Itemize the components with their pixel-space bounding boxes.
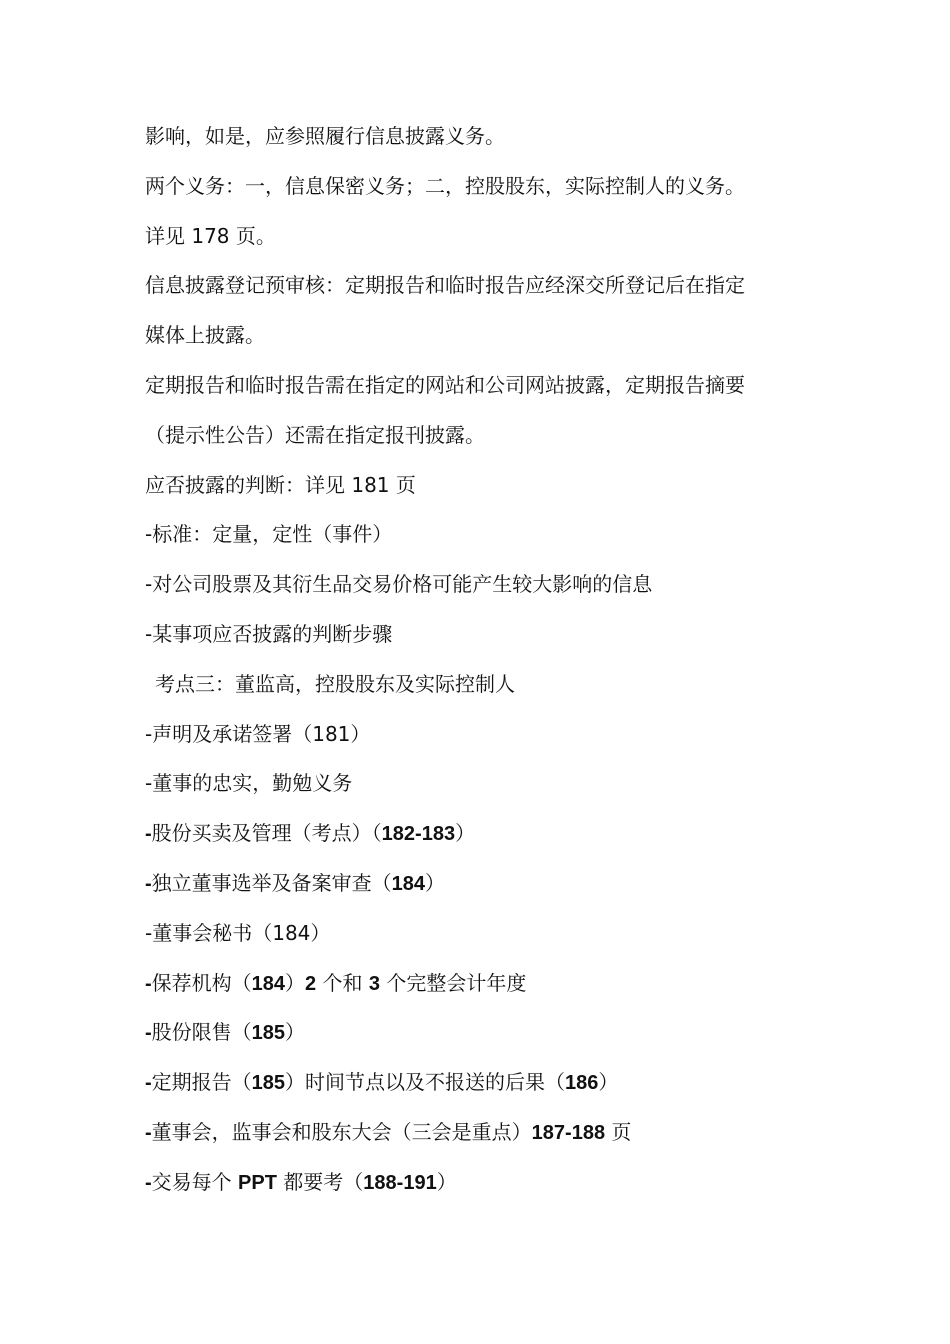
text-line: 信息披露登记预审核：定期报告和临时报告应经深交所登记后在指定 [145,273,745,298]
text-line: 媒体上披露。 [145,323,265,348]
text-segment: 股份限售（ [151,1020,252,1045]
text-segment: 页 [605,1119,632,1144]
page-ref: 185 [251,1022,286,1045]
text-segment: ） [285,970,306,995]
text-segment: ） [598,1070,619,1095]
list-item [145,809,815,859]
page-ref: 184 [251,972,286,995]
text-segment: ） [425,870,446,895]
text-line: 两个义务：一，信息保密义务；二，控股股东，实际控制人的义务。 [145,173,745,198]
document-body [145,112,815,1208]
text-segment: 个完整会计年度 [380,970,527,995]
text-segment: 独立董事选举及备案审查（ [151,870,392,895]
list-item [145,1158,815,1208]
text-segment: - [145,823,152,846]
text-segment: 股份买卖及管理（考点）（ [151,821,382,846]
number: 3 [368,972,381,995]
text-segment: 都要考（ [276,1169,364,1194]
text-line: （提示性公告）还需在指定报刊披露。 [145,422,485,447]
acronym: PPT [238,1171,277,1194]
text-segment: - [145,1022,152,1045]
text-segment: - [145,1121,152,1144]
text-segment: - [145,872,152,895]
text-segment: ） [285,1020,306,1045]
text-segment: 定期报告（ [151,1070,252,1095]
list-item [145,1058,815,1108]
text-segment: 个和 [316,970,369,995]
section-heading: 考点三：董监高，控股股东及实际控制人 [155,671,515,696]
text-line: 影响，如是，应参照履行信息披露义务。 [145,124,505,148]
text-line: 应否披露的判断：详见 181 页 [145,472,416,497]
page-ref: 182-183 [381,823,456,846]
text-segment: ） [455,821,476,846]
text-segment: 董事会，监事会和股东大会（三会是重点） [151,1119,532,1144]
page-ref: 185 [251,1072,286,1095]
list-item: -董事会秘书（184） [145,920,331,945]
text-segment: ） [436,1169,457,1194]
text-segment: - [145,1072,152,1095]
list-item: -声明及承诺签署（181） [145,721,371,746]
page-ref: 186 [565,1072,599,1095]
page-ref: 184 [391,872,426,895]
text-segment: - [145,972,152,995]
list-item [145,1108,815,1158]
text-segment: ）时间节点以及不报送的后果（ [285,1070,566,1095]
text-segment: 交易每个 [151,1169,239,1194]
text-segment: 保荐机构（ [151,970,252,995]
text-segment: - [145,1171,152,1194]
text-line: 详见 178 页。 [145,223,276,248]
page-ref: 187-188 [531,1121,606,1144]
list-item: -标准：定量，定性（事件） [145,522,393,547]
text-line: 定期报告和临时报告需在指定的网站和公司网站披露，定期报告摘要 [145,372,745,397]
list-item [145,859,815,909]
list-item: -对公司股票及其衍生品交易价格可能产生较大影响的信息 [145,572,653,597]
number: 2 [305,972,317,995]
page-ref: 188-191 [363,1171,437,1194]
list-item: -董事的忠实，勤勉义务 [145,771,353,796]
list-item [145,959,815,1009]
list-item: -某事项应否披露的判断步骤 [145,621,393,646]
list-item [145,1008,815,1058]
